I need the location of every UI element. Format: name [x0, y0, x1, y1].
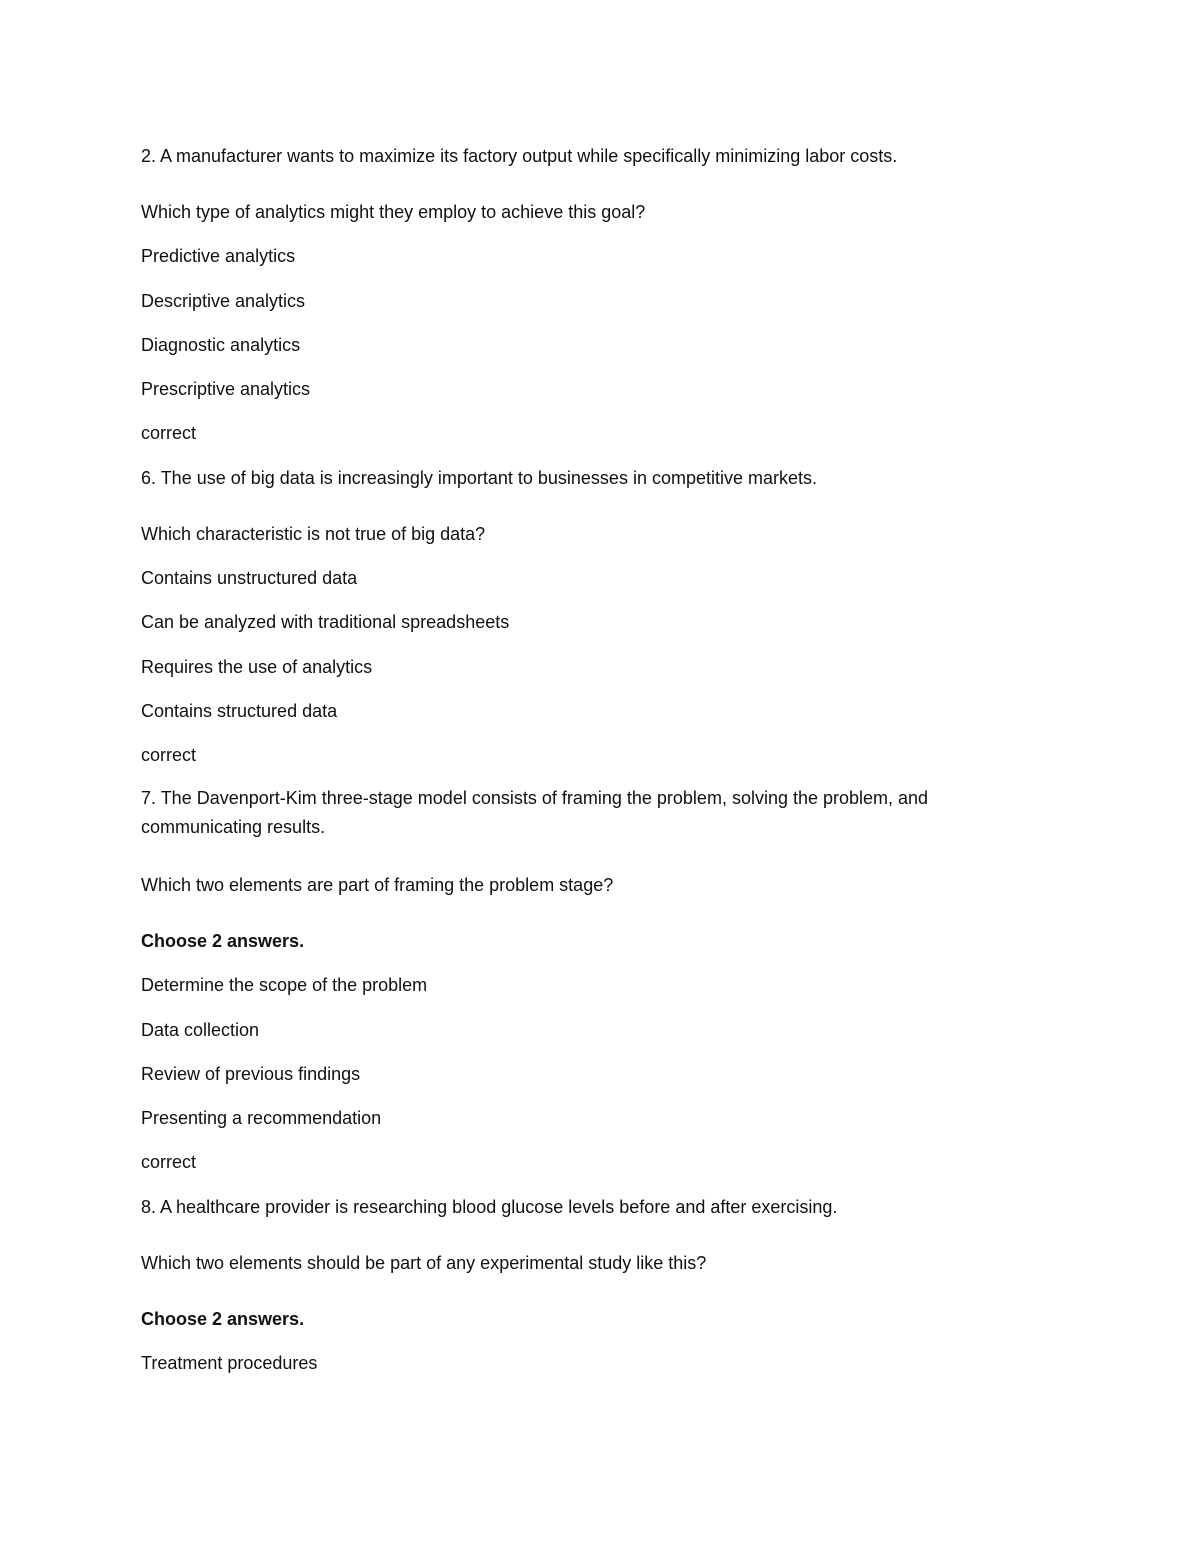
question-8-instruction: Choose 2 answers.	[141, 1309, 305, 1329]
question-2-option-3: Diagnostic analytics	[141, 335, 301, 355]
question-6-stem: 6. The use of big data is increasingly important to businesses in competitive markets.	[141, 468, 818, 488]
question-6-option-4: Contains structured data	[141, 701, 338, 721]
question-8-prompt: Which two elements should be part of any experimental study like this?	[141, 1253, 707, 1273]
question-7-option-2: Data collection	[141, 1020, 260, 1040]
question-2-option-2: Descriptive analytics	[141, 291, 306, 311]
question-7-stem: 7. The Davenport-Kim three-stage model consists of framing the problem, solving the problem, and communicating results.	[141, 788, 929, 837]
question-7-option-4: Presenting a recommendation	[141, 1108, 382, 1128]
question-8-stem: 8. A healthcare provider is researching blood glucose levels before and after exercising.	[141, 1197, 838, 1217]
question-8-option-1: Treatment procedures	[141, 1353, 318, 1373]
question-7-result: correct	[141, 1152, 197, 1172]
question-7-prompt: Which two elements are part of framing the problem stage?	[141, 875, 614, 895]
question-6-prompt: Which characteristic is not true of big data?	[141, 524, 486, 544]
question-6-option-2: Can be analyzed with traditional spreadsheets	[141, 612, 510, 632]
question-7-instruction: Choose 2 answers.	[141, 931, 305, 951]
question-6-result: correct	[141, 745, 197, 765]
question-2-prompt: Which type of analytics might they employ to achieve this goal?	[141, 202, 646, 222]
question-2-option-4: Prescriptive analytics	[141, 379, 311, 399]
question-2-option-1: Predictive analytics	[141, 246, 296, 266]
question-2-result: correct	[141, 423, 197, 443]
question-6-option-3: Requires the use of analytics	[141, 657, 373, 677]
question-7-option-3: Review of previous findings	[141, 1064, 361, 1084]
question-7-option-1: Determine the scope of the problem	[141, 975, 428, 995]
question-6-option-1: Contains unstructured data	[141, 568, 358, 588]
question-2-stem: 2. A manufacturer wants to maximize its factory output while specifically minimizing labor costs.	[141, 146, 898, 166]
